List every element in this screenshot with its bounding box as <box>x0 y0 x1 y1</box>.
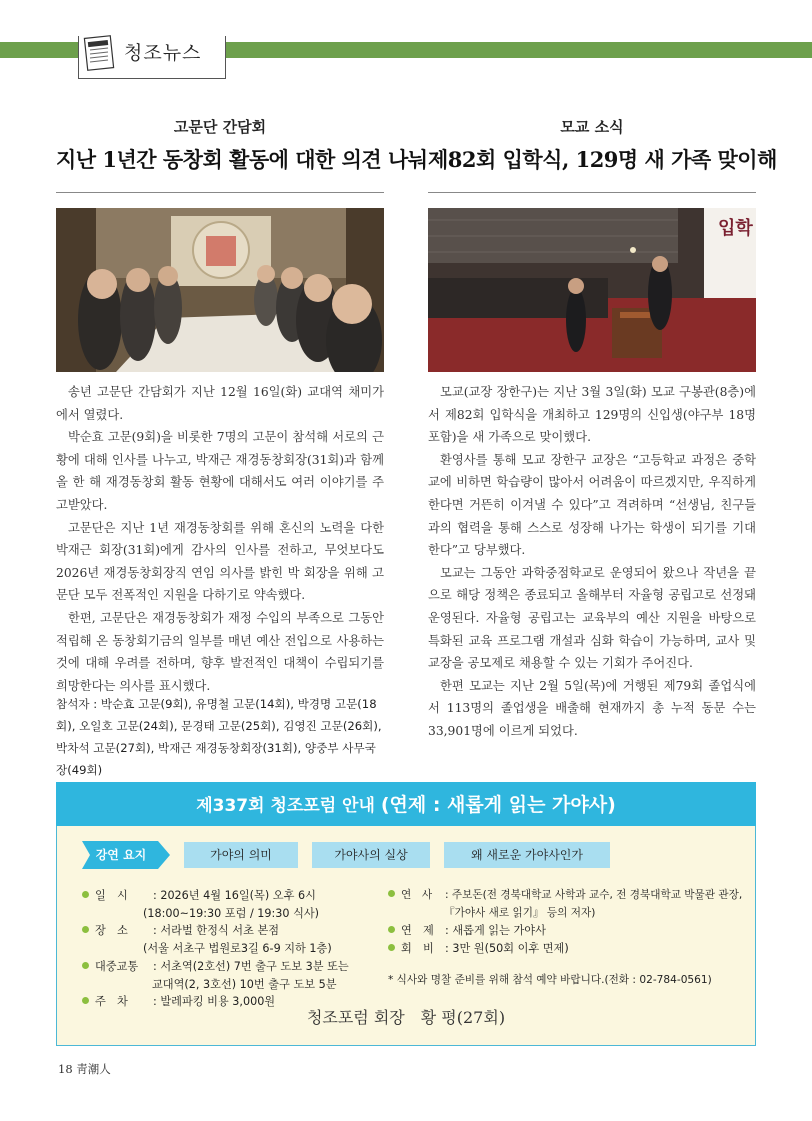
info-transit-detail: 교대역(2, 3호선) 10번 출구 도보 5분 <box>152 978 337 991</box>
right-paragraph: 환영사를 통해 모교 장한구 교장은 “고등학교 과정은 중학교에 비하면 학습량이 많아서 어려움이 따르겠지만, 우직하게 한다면 거뜬히 이겨낼 수 있다”고 격려하며 “선생님, 친구들과의 협력을 통해 스스로 성장해 나가는 학생이 되기를 기대한다”고 당부했다. <box>428 452 756 558</box>
right-paragraph: 한편 모교는 지난 2월 5일(목)에 거행된 제79회 졸업식에서 113명의 졸업생을 배출해 현재까지 총 누적 동문 수는 33,901명에 이르게 되었다. <box>428 678 756 738</box>
right-paragraph: 모교는 그동안 과학중점학교로 운영되어 왔으나 작년을 끝으로 해당 정책은 종료되고 올해부터 자율형 공립고로 선정돼 운영된다. 자율형 공립고는 교육부의 예산 지원을 바탕으로 특화된 교육 프로그램 개설과 심화 학습이 가능하며, 교사 및 교장을 공모제로 채용할 수 있는 기회가 주어진다. <box>428 565 756 671</box>
page-number: 18 靑潮人 <box>58 1062 111 1076</box>
right-photo <box>428 208 756 372</box>
newspaper-icon <box>82 34 116 72</box>
left-photo <box>56 208 384 372</box>
left-paragraph: 고문단은 지난 1년 재경동창회를 위해 혼신의 노력을 다한 박재근 회장(31회)에게 감사의 인사를 전하고, 무엇보다도 2026년 재경동창회장직 연임 의사를 밝힌 박 회장을 위해 고문단 모두 전폭적인 지원을 다하기로 약속했다. <box>56 520 384 603</box>
topic-pill: 가야사의 실상 <box>312 842 430 868</box>
left-rule <box>56 192 384 193</box>
reservation-notice: * 식사와 명찰 준비를 위해 참석 예약 바랍니다.(전화 : 02-784-0561) <box>388 974 712 986</box>
right-headline: 제82회 입학식, 129명 새 가족 맞이해 <box>428 147 777 172</box>
right-body <box>428 381 756 743</box>
bullet-icon <box>388 890 395 897</box>
left-paragraph: 한편, 고문단은 재경동창회가 재정 수입의 부족으로 그동안 적립해 온 동창회기금의 일부를 매년 예산 전입으로 사용하는 것에 대해 우려를 전하며, 향후 발전적인 대책이 수립되기를 희망한다는 의사를 표시했다. <box>56 610 384 693</box>
bullet-icon <box>82 926 89 933</box>
info-speaker: 연 사 : 주보돈(전 경북대학교 사학과 교수, 전 경북대학교 박물관 관장, <box>388 887 742 902</box>
forum-title <box>56 790 756 817</box>
section-title: 청조뉴스 <box>124 42 202 64</box>
ceremony-banner-text: 입학 <box>718 218 753 239</box>
lecture-label <box>82 841 168 869</box>
info-venue: 장 소 : 서라벌 한정식 서초 본점 <box>82 922 279 938</box>
bullet-icon <box>388 944 395 951</box>
attendee-list: 참석자 : 박순효 고문(9회), 유명철 고문(14회), 박경명 고문(18회), 오일호 고문(24회), 문경태 고문(25회), 김영진 고문(26회), 박차석 고문(27회), 박재근 재경동창회장(31회), 양중부 사무국장(49회) <box>56 697 382 777</box>
header-divider-right <box>225 36 226 79</box>
header-divider-left <box>78 36 79 79</box>
info-parking: 주 차 : 발레파킹 비용 3,000원 <box>82 993 275 1009</box>
header-band-right <box>226 42 812 58</box>
info-date: 일 시 : 2026년 4월 16일(목) 오후 6시 <box>82 887 316 903</box>
forum-title-main: 제337회 청조포럼 안내 <box>196 796 375 816</box>
info-transit: 대중교통 : 서초역(2호선) 7번 출구 도보 3분 또는 <box>82 958 349 974</box>
topic-pill: 왜 새로운 가야사인가 <box>444 842 610 868</box>
header-band-left <box>0 42 78 58</box>
info-topic: 연 제 : 새롭게 읽는 가야사 <box>388 922 546 938</box>
info-fee: 회 비 : 3만 원(50회 이후 면제) <box>388 940 569 956</box>
left-body <box>56 381 384 697</box>
left-paragraph: 송년 고문단 간담회가 지난 12월 16일(화) 교대역 채미가에서 열렸다. <box>56 385 384 422</box>
right-rule <box>428 192 756 193</box>
bullet-icon <box>82 962 89 969</box>
right-kicker: 모교 소식 <box>560 118 624 136</box>
bullet-icon <box>82 891 89 898</box>
left-kicker: 고문단 간담회 <box>173 118 267 136</box>
left-headline: 지난 1년간 동창회 활동에 대한 의견 나눠 <box>56 147 428 172</box>
forum-title-sub: (연제 : 새롭게 읽는 가야사) <box>380 794 616 816</box>
right-paragraph: 모교(교장 장한구)는 지난 3월 3일(화) 모교 구봉관(8층)에서 제82회 입학식을 개최하고 129명의 신입생(야구부 18명 포함)을 새 가족으로 맞이했다. <box>428 385 756 445</box>
topic-pill: 가야의 의미 <box>184 842 298 868</box>
info-speaker-detail: 『가야사 새로 읽기』 등의 저자) <box>444 907 596 919</box>
lecture-label-text: 강연 요지 <box>95 848 147 862</box>
left-paragraph: 박순효 고문(9회)을 비롯한 7명의 고문이 참석해 서로의 근황에 대해 인사를 나누고, 박재근 재경동창회장(31회)과 함께 올 한 해 재경동창회 활동 현황에 대해서도 여러 이야기를 주고받았다. <box>56 430 384 512</box>
bullet-icon <box>82 997 89 1004</box>
info-venue-detail: (서울 서초구 법원로3길 6-9 지하 1층) <box>143 942 332 955</box>
forum-signoff: 청조포럼 회장 황 평(27회) <box>306 1008 506 1027</box>
bullet-icon <box>388 926 395 933</box>
header-underline <box>78 78 226 79</box>
info-date-detail: (18:00~19:30 포럼 / 19:30 식사) <box>143 907 320 920</box>
